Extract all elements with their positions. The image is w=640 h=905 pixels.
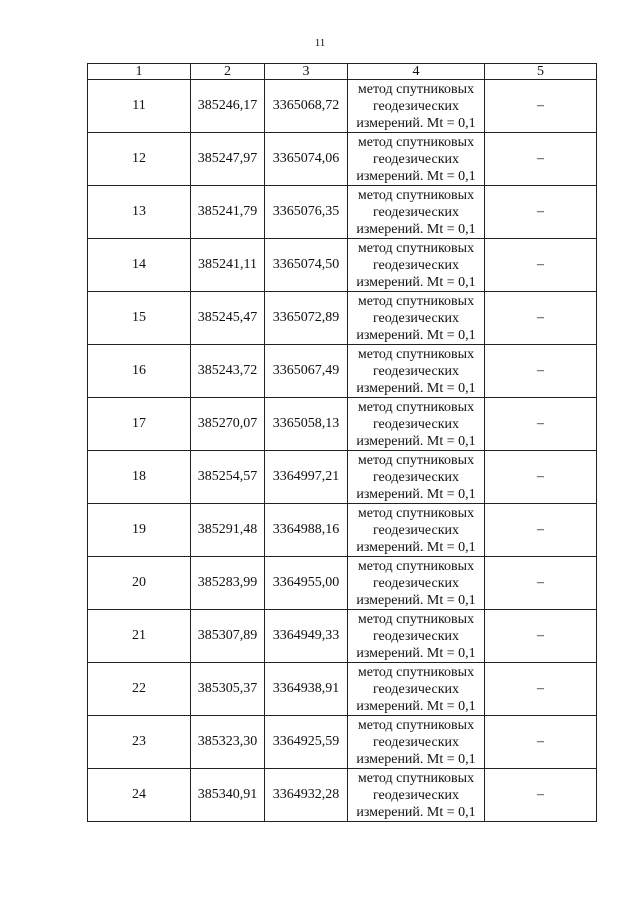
method-line: геодезических bbox=[372, 98, 459, 114]
method-line: метод спутниковых bbox=[357, 81, 475, 97]
note-cell: – bbox=[485, 398, 597, 451]
method-cell bbox=[348, 557, 485, 610]
note-cell: – bbox=[485, 557, 597, 610]
coordinate-y-cell: 3365067,49 bbox=[265, 345, 348, 398]
method-line: геодезических bbox=[372, 416, 459, 432]
method-line: измерений. Mt = 0,1 bbox=[356, 327, 476, 343]
coordinates-table bbox=[87, 63, 597, 822]
coordinate-x-cell: 385305,37 bbox=[191, 663, 265, 716]
note-cell: – bbox=[485, 345, 597, 398]
coordinate-x-cell: 385243,72 bbox=[191, 345, 265, 398]
method-line: геодезических bbox=[372, 310, 459, 326]
method-line: измерений. Mt = 0,1 bbox=[356, 168, 476, 184]
point-number-cell: 24 bbox=[88, 769, 191, 822]
coordinate-x-cell: 385270,07 bbox=[191, 398, 265, 451]
header-col-5: 5 bbox=[485, 64, 597, 80]
coordinate-x-cell: 385283,99 bbox=[191, 557, 265, 610]
page-number: 11 bbox=[314, 37, 326, 49]
coordinate-y-cell: 3365068,72 bbox=[265, 80, 348, 133]
point-number-cell: 12 bbox=[88, 133, 191, 186]
method-line: метод спутниковых bbox=[357, 611, 475, 627]
header-col-4: 4 bbox=[348, 64, 485, 80]
method-line: измерений. Mt = 0,1 bbox=[356, 380, 476, 396]
coordinate-y-cell: 3365074,06 bbox=[265, 133, 348, 186]
point-number-cell: 14 bbox=[88, 239, 191, 292]
coordinate-y-cell: 3364925,59 bbox=[265, 716, 348, 769]
coordinate-x-cell: 385254,57 bbox=[191, 451, 265, 504]
method-cell bbox=[348, 186, 485, 239]
note-cell: – bbox=[485, 80, 597, 133]
point-number-cell: 16 bbox=[88, 345, 191, 398]
table-row bbox=[88, 133, 597, 186]
table-row bbox=[88, 769, 597, 822]
coordinate-y-cell: 3364955,00 bbox=[265, 557, 348, 610]
note-cell: – bbox=[485, 504, 597, 557]
table-row bbox=[88, 80, 597, 133]
note-cell: – bbox=[485, 239, 597, 292]
note-cell: – bbox=[485, 133, 597, 186]
table-row bbox=[88, 451, 597, 504]
coordinate-x-cell: 385323,30 bbox=[191, 716, 265, 769]
method-cell bbox=[348, 345, 485, 398]
table-row bbox=[88, 716, 597, 769]
method-line: измерений. Mt = 0,1 bbox=[356, 221, 476, 237]
note-cell: – bbox=[485, 769, 597, 822]
method-line: геодезических bbox=[372, 257, 459, 273]
method-line: метод спутниковых bbox=[357, 452, 475, 468]
method-line: измерений. Mt = 0,1 bbox=[356, 804, 476, 820]
note-cell: – bbox=[485, 186, 597, 239]
table-row bbox=[88, 345, 597, 398]
method-line: измерений. Mt = 0,1 bbox=[356, 592, 476, 608]
coordinate-x-cell: 385247,97 bbox=[191, 133, 265, 186]
method-line: метод спутниковых bbox=[357, 505, 475, 521]
method-line: метод спутниковых bbox=[357, 293, 475, 309]
method-line: измерений. Mt = 0,1 bbox=[356, 698, 476, 714]
header-col-1: 1 bbox=[88, 64, 191, 80]
method-line: метод спутниковых bbox=[357, 346, 475, 362]
note-cell: – bbox=[485, 292, 597, 345]
method-line: геодезических bbox=[372, 151, 459, 167]
method-line: измерений. Mt = 0,1 bbox=[356, 751, 476, 767]
point-number-cell: 22 bbox=[88, 663, 191, 716]
method-line: измерений. Mt = 0,1 bbox=[356, 486, 476, 502]
coordinate-x-cell: 385340,91 bbox=[191, 769, 265, 822]
point-number-cell: 17 bbox=[88, 398, 191, 451]
method-line: метод спутниковых bbox=[357, 664, 475, 680]
method-line: метод спутниковых bbox=[357, 717, 475, 733]
table-row bbox=[88, 398, 597, 451]
coordinate-y-cell: 3365074,50 bbox=[265, 239, 348, 292]
method-cell bbox=[348, 769, 485, 822]
method-line: метод спутниковых bbox=[357, 399, 475, 415]
method-cell bbox=[348, 80, 485, 133]
point-number-cell: 23 bbox=[88, 716, 191, 769]
method-line: метод спутниковых bbox=[357, 187, 475, 203]
coordinate-y-cell: 3364997,21 bbox=[265, 451, 348, 504]
table-row bbox=[88, 292, 597, 345]
table-row bbox=[88, 557, 597, 610]
method-cell bbox=[348, 239, 485, 292]
method-line: метод спутниковых bbox=[357, 558, 475, 574]
method-cell bbox=[348, 398, 485, 451]
coordinate-y-cell: 3364949,33 bbox=[265, 610, 348, 663]
method-line: измерений. Mt = 0,1 bbox=[356, 115, 476, 131]
coordinate-x-cell: 385246,17 bbox=[191, 80, 265, 133]
method-line: метод спутниковых bbox=[357, 240, 475, 256]
table-row bbox=[88, 504, 597, 557]
method-line: геодезических bbox=[372, 575, 459, 591]
table-row bbox=[88, 610, 597, 663]
point-number-cell: 11 bbox=[88, 80, 191, 133]
table-header-row bbox=[88, 64, 597, 80]
point-number-cell: 13 bbox=[88, 186, 191, 239]
note-cell: – bbox=[485, 610, 597, 663]
table-row bbox=[88, 663, 597, 716]
table-row bbox=[88, 239, 597, 292]
method-line: геодезических bbox=[372, 681, 459, 697]
method-cell bbox=[348, 451, 485, 504]
table-row bbox=[88, 186, 597, 239]
header-col-3: 3 bbox=[265, 64, 348, 80]
method-line: измерений. Mt = 0,1 bbox=[356, 645, 476, 661]
note-cell: – bbox=[485, 663, 597, 716]
method-line: геодезических bbox=[372, 734, 459, 750]
coordinate-y-cell: 3364932,28 bbox=[265, 769, 348, 822]
note-cell: – bbox=[485, 716, 597, 769]
method-cell bbox=[348, 133, 485, 186]
point-number-cell: 15 bbox=[88, 292, 191, 345]
method-line: измерений. Mt = 0,1 bbox=[356, 274, 476, 290]
method-cell bbox=[348, 610, 485, 663]
method-cell bbox=[348, 292, 485, 345]
coordinate-x-cell: 385307,89 bbox=[191, 610, 265, 663]
point-number-cell: 18 bbox=[88, 451, 191, 504]
coordinate-y-cell: 3365072,89 bbox=[265, 292, 348, 345]
coordinate-x-cell: 385241,11 bbox=[191, 239, 265, 292]
point-number-cell: 20 bbox=[88, 557, 191, 610]
coordinate-x-cell: 385245,47 bbox=[191, 292, 265, 345]
method-line: геодезических bbox=[372, 787, 459, 803]
coordinate-y-cell: 3364988,16 bbox=[265, 504, 348, 557]
method-line: измерений. Mt = 0,1 bbox=[356, 539, 476, 555]
method-line: геодезических bbox=[372, 469, 459, 485]
method-cell bbox=[348, 504, 485, 557]
method-line: геодезических bbox=[372, 204, 459, 220]
method-line: геодезических bbox=[372, 522, 459, 538]
coordinate-x-cell: 385291,48 bbox=[191, 504, 265, 557]
coordinate-y-cell: 3365058,13 bbox=[265, 398, 348, 451]
method-line: геодезических bbox=[372, 628, 459, 644]
method-cell bbox=[348, 716, 485, 769]
coordinate-y-cell: 3364938,91 bbox=[265, 663, 348, 716]
method-line: метод спутниковых bbox=[357, 134, 475, 150]
method-line: измерений. Mt = 0,1 bbox=[356, 433, 476, 449]
header-col-2: 2 bbox=[191, 64, 265, 80]
point-number-cell: 21 bbox=[88, 610, 191, 663]
method-line: метод спутниковых bbox=[357, 770, 475, 786]
method-cell bbox=[348, 663, 485, 716]
note-cell: – bbox=[485, 451, 597, 504]
coordinate-y-cell: 3365076,35 bbox=[265, 186, 348, 239]
coordinate-x-cell: 385241,79 bbox=[191, 186, 265, 239]
method-line: геодезических bbox=[372, 363, 459, 379]
point-number-cell: 19 bbox=[88, 504, 191, 557]
